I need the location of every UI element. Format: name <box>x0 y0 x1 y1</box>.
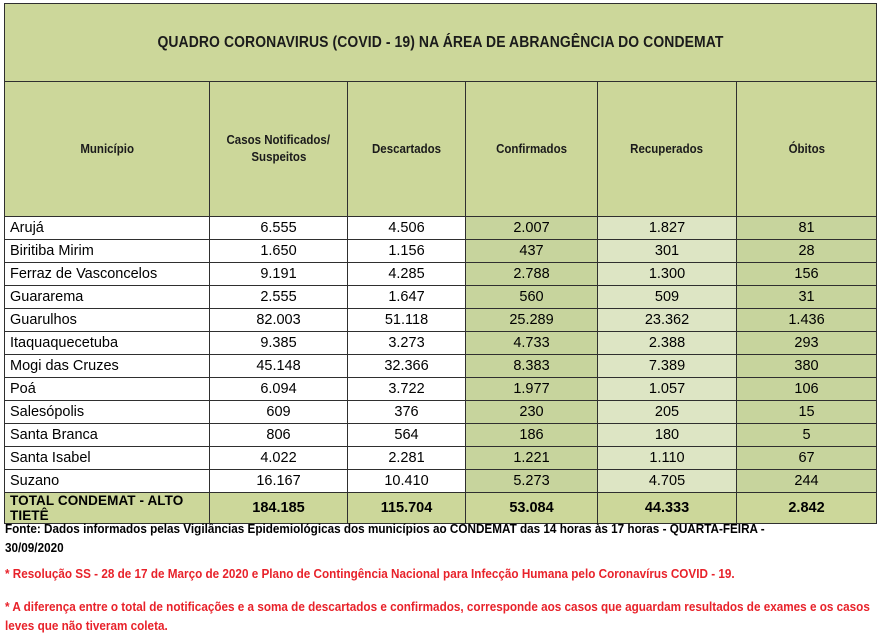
cell-municipio: Ferraz de Vasconcelos <box>5 263 210 286</box>
column-header-confirmados-label: Confirmados <box>496 141 567 156</box>
total-row <box>5 493 877 524</box>
cell-municipio: Itaquaquecetuba <box>5 332 210 355</box>
cell-notificados: 45.148 <box>210 355 348 378</box>
cell-obitos: 67 <box>737 447 877 470</box>
cell-confirmados: 437 <box>466 240 598 263</box>
cell-recuperados: 301 <box>598 240 737 263</box>
footnote-resolution: * Resolução SS - 28 de 17 de Março de 2020 e Plano de Contingência Nacional para Infecção Humana pelo Coronavírus COVID - 19. <box>5 566 735 581</box>
cell-municipio: Mogi das Cruzes <box>5 355 210 378</box>
cell-recuperados: 23.362 <box>598 309 737 332</box>
cell-municipio: Salesópolis <box>5 401 210 424</box>
cell-notificados: 16.167 <box>210 470 348 493</box>
cell-municipio: Guararema <box>5 286 210 309</box>
cell-descartados: 4.506 <box>348 217 466 240</box>
cell-recuperados: 1.057 <box>598 378 737 401</box>
column-header-notificados-line2: Suspeitos <box>251 150 306 164</box>
cell-notificados: 806 <box>210 424 348 447</box>
cell-recuperados: 4.705 <box>598 470 737 493</box>
table-row <box>5 378 877 401</box>
total-confirmados: 53.084 <box>466 493 598 524</box>
column-header-obitos-label: Óbitos <box>788 141 825 156</box>
table-row <box>5 263 877 286</box>
table-row <box>5 470 877 493</box>
cell-descartados: 1.156 <box>348 240 466 263</box>
total-notificados: 184.185 <box>210 493 348 524</box>
cell-notificados: 9.191 <box>210 263 348 286</box>
header-row <box>5 82 877 217</box>
cell-recuperados: 1.110 <box>598 447 737 470</box>
column-header-notificados <box>210 82 348 217</box>
cell-obitos: 81 <box>737 217 877 240</box>
cell-municipio: Santa Isabel <box>5 447 210 470</box>
cell-obitos: 15 <box>737 401 877 424</box>
cell-notificados: 6.555 <box>210 217 348 240</box>
table-row <box>5 286 877 309</box>
cell-obitos: 380 <box>737 355 877 378</box>
cell-recuperados: 205 <box>598 401 737 424</box>
cell-obitos: 156 <box>737 263 877 286</box>
column-header-notificados-line1: Casos Notificados/ <box>226 133 331 148</box>
cell-confirmados: 560 <box>466 286 598 309</box>
cell-descartados: 51.118 <box>348 309 466 332</box>
table-row <box>5 424 877 447</box>
cell-municipio: Poá <box>5 378 210 401</box>
cell-recuperados: 2.388 <box>598 332 737 355</box>
cell-confirmados: 1.977 <box>466 378 598 401</box>
table-row <box>5 401 877 424</box>
total-label: TOTAL CONDEMAT - ALTO TIETÊ <box>5 493 210 524</box>
column-header-confirmados <box>466 82 598 217</box>
cell-descartados: 3.722 <box>348 378 466 401</box>
cell-notificados: 609 <box>210 401 348 424</box>
cell-obitos: 28 <box>737 240 877 263</box>
cell-descartados: 564 <box>348 424 466 447</box>
column-header-descartados-label: Descartados <box>371 141 442 156</box>
cell-descartados: 10.410 <box>348 470 466 493</box>
table-row <box>5 217 877 240</box>
cell-confirmados: 2.007 <box>466 217 598 240</box>
cell-confirmados: 230 <box>466 401 598 424</box>
cell-notificados: 6.094 <box>210 378 348 401</box>
cell-obitos: 1.436 <box>737 309 877 332</box>
report-title-cell <box>5 4 877 82</box>
cell-obitos: 244 <box>737 470 877 493</box>
cell-municipio: Suzano <box>5 470 210 493</box>
cell-municipio: Arujá <box>5 217 210 240</box>
page-title: QUADRO CORONAVIRUS (COVID - 19) NA ÁREA DE ABRANGÊNCIA DO CONDEMAT <box>157 33 724 51</box>
cell-recuperados: 180 <box>598 424 737 447</box>
total-recuperados: 44.333 <box>598 493 737 524</box>
cell-recuperados: 1.827 <box>598 217 737 240</box>
cell-recuperados: 509 <box>598 286 737 309</box>
column-header-descartados <box>348 82 466 217</box>
cell-descartados: 1.647 <box>348 286 466 309</box>
column-header-recuperados-label: Recuperados <box>630 141 704 156</box>
column-header-obitos <box>737 82 877 217</box>
cell-confirmados: 4.733 <box>466 332 598 355</box>
column-header-recuperados <box>598 82 737 217</box>
cell-notificados: 9.385 <box>210 332 348 355</box>
cell-recuperados: 7.389 <box>598 355 737 378</box>
table-row <box>5 240 877 263</box>
cell-confirmados: 8.383 <box>466 355 598 378</box>
footnote-source: Fonte: Dados informados pelas Vigilâncias Epidemiológicas dos municípios ao CONDEMAT das 14 horas às 17 horas - QUARTA-FEIRA - 30/09/2020 <box>5 522 765 555</box>
table-row <box>5 309 877 332</box>
cell-descartados: 32.366 <box>348 355 466 378</box>
cell-obitos: 5 <box>737 424 877 447</box>
cell-notificados: 2.555 <box>210 286 348 309</box>
cell-notificados: 1.650 <box>210 240 348 263</box>
table-row <box>5 447 877 470</box>
cell-confirmados: 5.273 <box>466 470 598 493</box>
cell-obitos: 293 <box>737 332 877 355</box>
cell-confirmados: 186 <box>466 424 598 447</box>
cell-municipio: Biritiba Mirim <box>5 240 210 263</box>
cell-confirmados: 25.289 <box>466 309 598 332</box>
cell-recuperados: 1.300 <box>598 263 737 286</box>
cell-descartados: 2.281 <box>348 447 466 470</box>
cell-municipio: Guarulhos <box>5 309 210 332</box>
cell-notificados: 4.022 <box>210 447 348 470</box>
table-row <box>5 332 877 355</box>
cell-notificados: 82.003 <box>210 309 348 332</box>
cell-descartados: 376 <box>348 401 466 424</box>
total-obitos: 2.842 <box>737 493 877 524</box>
table-row <box>5 355 877 378</box>
cell-municipio: Santa Branca <box>5 424 210 447</box>
covid-data-table <box>4 3 877 524</box>
cell-obitos: 106 <box>737 378 877 401</box>
cell-descartados: 3.273 <box>348 332 466 355</box>
cell-confirmados: 1.221 <box>466 447 598 470</box>
cell-confirmados: 2.788 <box>466 263 598 286</box>
title-row <box>5 4 877 82</box>
column-header-municipio-label: Município <box>80 141 134 156</box>
cell-descartados: 4.285 <box>348 263 466 286</box>
column-header-municipio <box>5 82 210 217</box>
total-descartados: 115.704 <box>348 493 466 524</box>
footnote-difference: * A diferença entre o total de notificações e a soma de descartados e confirmados, corresponde aos casos que aguardam resultados de exames e os casos leves que não tiveram coleta. <box>5 599 870 633</box>
cell-obitos: 31 <box>737 286 877 309</box>
